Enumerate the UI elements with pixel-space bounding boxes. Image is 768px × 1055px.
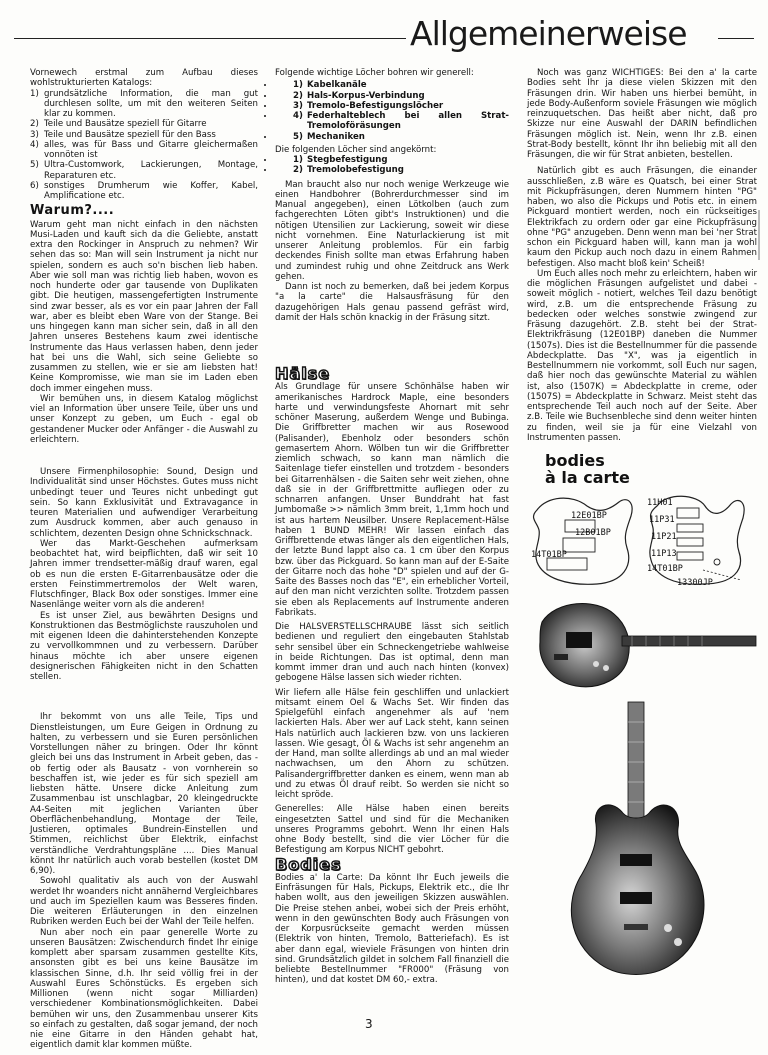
list-item: 2) Teile und Bausätze speziell für Gitarre xyxy=(30,119,207,130)
strat-body-outlines xyxy=(527,488,757,588)
paragraph: Um Euch alles noch mehr zu erleichtern, haben wir die möglichen Fräsungen aufgelistet und dabei - soweit möglich - notiert, welches Teil dazu benötigt wird, z.B. um die entsprechende Fräsung zu bedecken oder welches sonstwie zwingend zur Fräsung dazugehört. Z.B. steht bei der Strat-Elektrikfräsung (12E01BP) daneben die Nummer (1507s). Dies ist die Bestellnummer für die passende Abdeckplatte. Das "X", was ja eigentlich in Bestellnummern nie vorkommt, soll Euch nur sagen, daß hier noch das gewünschte Material zu wählen ist, also (1507K) = Abdeckplatte in creme, oder (1507S) = Abdeckplatte in Schwarz. Meist steht das entsprechende Teil auch noch auf der Seite. Aber z.B. Teile wie Buchsenbleche sind denn weiter hinten zu finden, weil sie ja für eine Vielzahl von Instrumenten passen. xyxy=(527,268,757,443)
list-item: 1) grundsätzliche Information, die man gut durchlesen sollte, um mit den weiteren Seiten klar zu kommen. xyxy=(30,88,258,119)
routing-label: 14T01BP xyxy=(531,550,567,560)
section-heading-haelse: Hälse xyxy=(275,364,331,383)
list-item: 3) Teile und Bausätze speziell für den Bass xyxy=(30,129,216,140)
paragraph: Man braucht also nur noch wenige Werkzeuge wie einen Handbohrer (Bohrerdurchmesser sind im Manual angegeben), einen Lötkolben (auch zum fachgerechten Löten gibt's Instruktionen) und die nötigen Utensilien zur Lackierung, soweit wir diese nicht vornehmen. Eine Naturlackierung ist mit unserer Anleitung problemlos. Für ein farbig deckendes Finish sollte man etwas Erfahrung haben und zumindest ruhig und ohne Zeitdruck ans Werk gehen. xyxy=(275,179,509,282)
routing-label: 11P21 xyxy=(651,532,677,542)
routing-label: 11H01 xyxy=(647,498,673,508)
bodies-a-la-carte-title: bodies à la carte xyxy=(545,451,630,487)
routing-label: 11P13 xyxy=(651,549,677,559)
paragraph: Ihr bekommt von uns alle Teile, Tips und Dienstleistungen, um Eure Geigen in Ordnung zu halten, zu verbessern und sie Euren persönlichen Vorstellungen näher zu bringen. Oder Ihr könnt gleich bei uns das Instrument in Arbeit geben, das - ob fertig oder als Bausatz - von vornherein so beschaffen ist, wie jeder es für sich speziell am liebsten hätte. Unsere dicke Anleitung zum Zusammenbau ist unschlagbar, 20 kleingedruckte A4-Seiten mit jeglichen Varianten über Oberflächenbehandlung, Montage der Teile, Justieren, optimales Bundrein-Einstellen und Stimmen, reichlichst über Elektrik, einfachst verständliche Verdrahtungspläne .... Dies Manual könnt Ihr natürlich auch vorab bestellen (kostet DM 6,90). xyxy=(30,712,258,876)
intro-text: Vornewech erstmal zum Aufbau dieses wohlstrukturierten Katalogs: xyxy=(30,68,258,89)
list-item: • 4) Federhalteblech bei allen Strat-Tremoloföräsungen xyxy=(275,111,509,132)
body-routing-diagram xyxy=(527,488,757,588)
routing-label: 13300JP xyxy=(677,578,713,588)
margin-mark xyxy=(758,210,760,260)
routing-label: 12E01BP xyxy=(571,511,607,521)
page-number: 3 xyxy=(365,1017,373,1031)
holes-intro: Folgende wichtige Löcher bohren wir generell: xyxy=(275,68,474,78)
list-item: 6) sonstiges Drumherum wie Koffer, Kabel, Amplificatione etc. xyxy=(30,180,258,201)
paragraph: Nun aber noch ein paar generelle Worte zu unseren Bausätzen: Zwischendurch findet Ihr einige komplett aber sparsam zusammen gestellte Kits, ansonsten gibt es bei uns keine Bausätze im klassischen Sinne, d.h. Ihr seid völlig frei in der Auswahl Eures Schönstücks. Es ergeben sich Millionen (wenn nicht sogar Milliarden) verschiedener Kombinationsmöglichkeiten. Dabei bemühen wir uns, den Zusammenbau unserer Kits so einfach zu gestalten, daß sogar jemand, der noch nie eine Gitarre in den Händen gehabt hat, eigentlich damit klar kommen müßte. xyxy=(30,927,258,1051)
paragraph: Generelles: Alle Hälse haben einen bereits eingesetzten Sattel und sind für die Mechaniken unseres Programms gebohrt. Wenn Ihr einen Hals ohne Body bestellt, sind die vier Löcher für die Befestigung am Korpus NICHT gebohrt. xyxy=(275,804,509,856)
list-item: • 2) Tremolobefestigung xyxy=(275,165,509,175)
list-item: • 5) Mechaniken xyxy=(275,132,509,142)
paragraph: Noch was ganz WICHTIGES: Bei den a' la carte Bodies seht Ihr ja diese vielen Skizzen mit den Fräsungen drin. Wir haben uns hierbei bemüht, in jede Body-Außenform soviele Fräsungen wie möglich reinzuquetschen. Das heißt aber nicht, daß pro Skizze nur eine Auswahl der DARIN befindlichen Fräsungen möglich ist. Nein, wenn Ihr z.B. einen Strat-Body bestellt, könnt Ihr ihn beliebig mit all den Fräsungen, die wir für Strat anbieten, bestellen. xyxy=(527,68,757,160)
list-item: • 1) Stegbefestigung xyxy=(275,155,509,165)
grain-list xyxy=(275,155,509,176)
paragraph: Wir liefern alle Hälse fein geschliffen und unlackiert mitsamt einem Oel & Wachs Set. Wir finden das Spielgefühl einfach angenehmer als auf 'nem lackierten Hals. Aber wer auf Lack steht, kann seinen Hals natürlich auch lackieren bzw. von uns lackieren lassen. Wie gesagt, Öl & Wachs ist sehr angenehm an der Hand, man sollte allerdings ab und an mal wieder nachwachsen, um den Ahorn zu schützen. Palisandergriffbretter danken es einem, wenn man ab und zu etwas Öl drauf reibt. So werden sie nicht so leicht spröde. xyxy=(275,687,509,800)
routing-label: 11P31 xyxy=(649,515,675,525)
holes-list xyxy=(275,80,509,142)
column-right xyxy=(527,68,757,443)
paragraph: Es ist unser Ziel, aus bewährten Designs und Konstruktionen das Bestmöglichste rauszuholen und mit eigenen Ideen die dahinterstehenden Konzepte zu vervollkommnen und zu verbessern. Darüber hinaus möchte ich aber unsere eigenen designerischen Fähigkeiten nicht in den Schatten stellen. xyxy=(30,610,258,682)
header-rule-left xyxy=(14,38,406,39)
list-item: • 1) Kabelkanäle xyxy=(275,80,509,90)
paragraph: Als Grundlage für unsere Schönhälse haben wir amerikanisches Hardrock Maple, eine besonders harte und verwindungsfeste Ahornart mit sehr schöner Maserung, außerdem Wenge und Bubinga. Die Griffbretter machen wir aus Rosewood (Palisander), Ebenholz oder besonders schön gemasertem Ahorn. Wölben tun wir die Griffbretter ziemlich schwach, so kann man nämlich die Saitenlage tiefer einstellen und trotzdem - besonders bei Gitarrenhälsen - die Saiten sehr weit ziehen, ohne daß sie in der Griffbrettmitte aufliegen oder zu schnarren anfangen. Unser Bunddraht hat fast Jumbomaße >> nämlich 3mm breit, 1,1mm hoch und ist aus hartem Neusilber. Unsere Replacement-Hälse haben 1 BUND MEHR! Wir lassen einfach das Griffbrettende etwas länger als den eigentlichen Hals, der letzte Bund lappt also ca. 1 cm über den Korpus bzw. über das Pickguard. So kann man auf der E-Saite der Gitarre noch das hohe "D" spielen und auf der G-Saite des Basses noch das "E", ein erheblicher Vorteil, auf den man nicht verzichten sollte. Trotzdem passen sie eben als Replacements auf Instrumente anderen Fabrikats. xyxy=(275,382,509,618)
routing-label: 14T01BP xyxy=(647,564,683,574)
bass-guitar-photo xyxy=(540,604,756,687)
catalog-structure-list xyxy=(30,89,258,202)
paragraph: Bodies a' la Carte: Da könnt Ihr Euch jeweils die Einfräsungen für Hals, Pickups, Elektrik etc., die Ihr haben wollt, aus den jeweiligen Skizzen auswählen. Die Preise stehen anbei, wobei sich der Preis erhöht, wenn in den gewünschten Body auch Fräsungen von der Korpusrückseite gemacht werden müssen (Elektrik von hinten, Tremolo, Batteriefach). Es ist aber dann egal, wieviele Fräsungen von hinten drin sind. Grundsätzlich gildet in solchem Fall finanziell die beliebte Bestellnummer "FR000" (Fräsung von hinten), und dat kostet DM 60,- extra. xyxy=(275,872,509,986)
routing-label: 12B01BP xyxy=(575,528,611,538)
list-item: • 2) Hals-Korpus-Verbindung xyxy=(275,91,509,101)
column-middle xyxy=(275,68,509,986)
paragraph: Wir bemühen uns, in diesem Katalog möglichst viel an Information über unsere Teile, über uns und unser Konzept zu geben, um Euch - egal ob gestandener Mucker oder Anfänger - die Auswahl zu erleichtern. xyxy=(30,393,258,445)
paragraph: Die HALSVERSTELLSCHRAUBE lässt sich seitlich bedienen und reguliert den eingebauten Stahlstab sehr sensibel über ein Schneckengetriebe wahlweise in beide Richtungen. Das ist optimal, denn man kommt immer dran und auch nach hinten (konvex) gebogene Hälse lassen sich wieder richten. xyxy=(275,622,509,684)
guitar-photos xyxy=(536,592,758,992)
grain-intro: Die folgenden Löcher sind angekörnt: xyxy=(275,144,437,155)
list-item: 5) Ultra-Customwork, Lackierungen, Montage, Reparaturen etc. xyxy=(30,160,258,181)
paragraph: Wer das Markt-Geschehen aufmerksam beobachtet hat, wird beipflichten, daß wir seit 10 Jahren immer trendsetter-mäßig drauf waren, egal ob es nun die ersten E-Gitarrenbausätze oder die ersten Feinstimmertremolos der Welt waren, Flutschfinger, Black Box oder sonstiges. Immer eine Nasenlänge weiter vorn als die anderen! xyxy=(30,538,258,611)
header-rule-right xyxy=(718,38,754,39)
paragraph: Dann ist noch zu bemerken, daß bei jedem Korpus "a la carte" die Halsausfräsung für den dazugehörigen Hals genau passend gefräst wird, damit der Hals schön knackig in der Fräsung sitzt. xyxy=(275,282,509,323)
section-heading-warum: Warum?.... xyxy=(30,203,115,219)
page-title: Allgemeinerweise xyxy=(410,14,687,53)
paragraph: Natürlich gibt es auch Fräsungen, die einander ausschließen, z.B wäre es Quatsch, bei einer Strat mit Pickupfräsungen, deren Nummern hinten "PG" haben, wo also die Pickups und Potis etc. in einem Pickguard montiert werden, noch ein rückseitiges Elektrikfach zu ordern oder gar eine Pickupfräsung ohne "PG" anzugeben. Denn wenn man bei 'ner Strat schon ein Pickguard haben will, kann man ja wohl kaum den Pickup auch noch dazu in einem Rahmen befestigen. Also macht bloß kein' Scheiß! xyxy=(527,166,757,269)
list-item: 4) alles, was für Bass und Gitarre gleichermaßen vonnöten ist xyxy=(30,139,258,160)
paragraph: Sowohl qualitativ als auch von der Auswahl werdet Ihr woanders nicht annähernd Vergleichbares und auch im Speziellen kaum was Besseres finden. Die weiteren Erläuterungen in den einzelnen Rubriken werden Euch bei der Wahl der Teile helfen. xyxy=(30,876,258,928)
paragraph: Warum geht man nicht einfach in den nächsten Musi-Laden und kauft sich da die Geliebte, anstatt extra den Rockinger in Anspruch zu nehmen? Wir sehen das so: Man will sein Instrument ja nicht nur spielen, sondern es auch so'n bischen lieb haben. Aber wie soll man was richtig lieb haben, wovon es noch hunderte oder gar tausende von Duplikaten gibt. Die heutigen, massengefertigten Instrumente sind zwar besser, als es vor ein paar Jahren der Fall war, aber es bleibt eben Ware von der Stange. Bei uns hingegen kann man sicher sein, daß in all den Jahren unseres Bestehens kaum zwei identische Instrumente das Haus verlassen haben, denn jeder hat bei uns die Wahl, sich seine Geliebte so zusammen zu stellen, wie er sie am liebsten hat! Keine Kompromisse, wie man sie im Laden eben doch immer eingehen muss. xyxy=(30,219,258,394)
list-item: • 3) Tremolo-Befestigungslöcher xyxy=(275,101,509,111)
paragraph: Unsere Firmenphilosophie: Sound, Design und Individualität sind unser Höchstes. Gutes muss nicht unbedingt teuer und Teures nicht unbedingt gut sein. So kann Exklusivität und Extravagance in teuren Materialien und aufwendiger Verarbeitung zum Ausdruck kommen, aber auch genauso in schlichtem, dezenten Design ohne Schnickschnack. xyxy=(30,467,258,539)
column-left xyxy=(30,68,258,1051)
section-heading-bodies: Bodies xyxy=(275,854,342,874)
guitar-photo xyxy=(571,702,704,975)
